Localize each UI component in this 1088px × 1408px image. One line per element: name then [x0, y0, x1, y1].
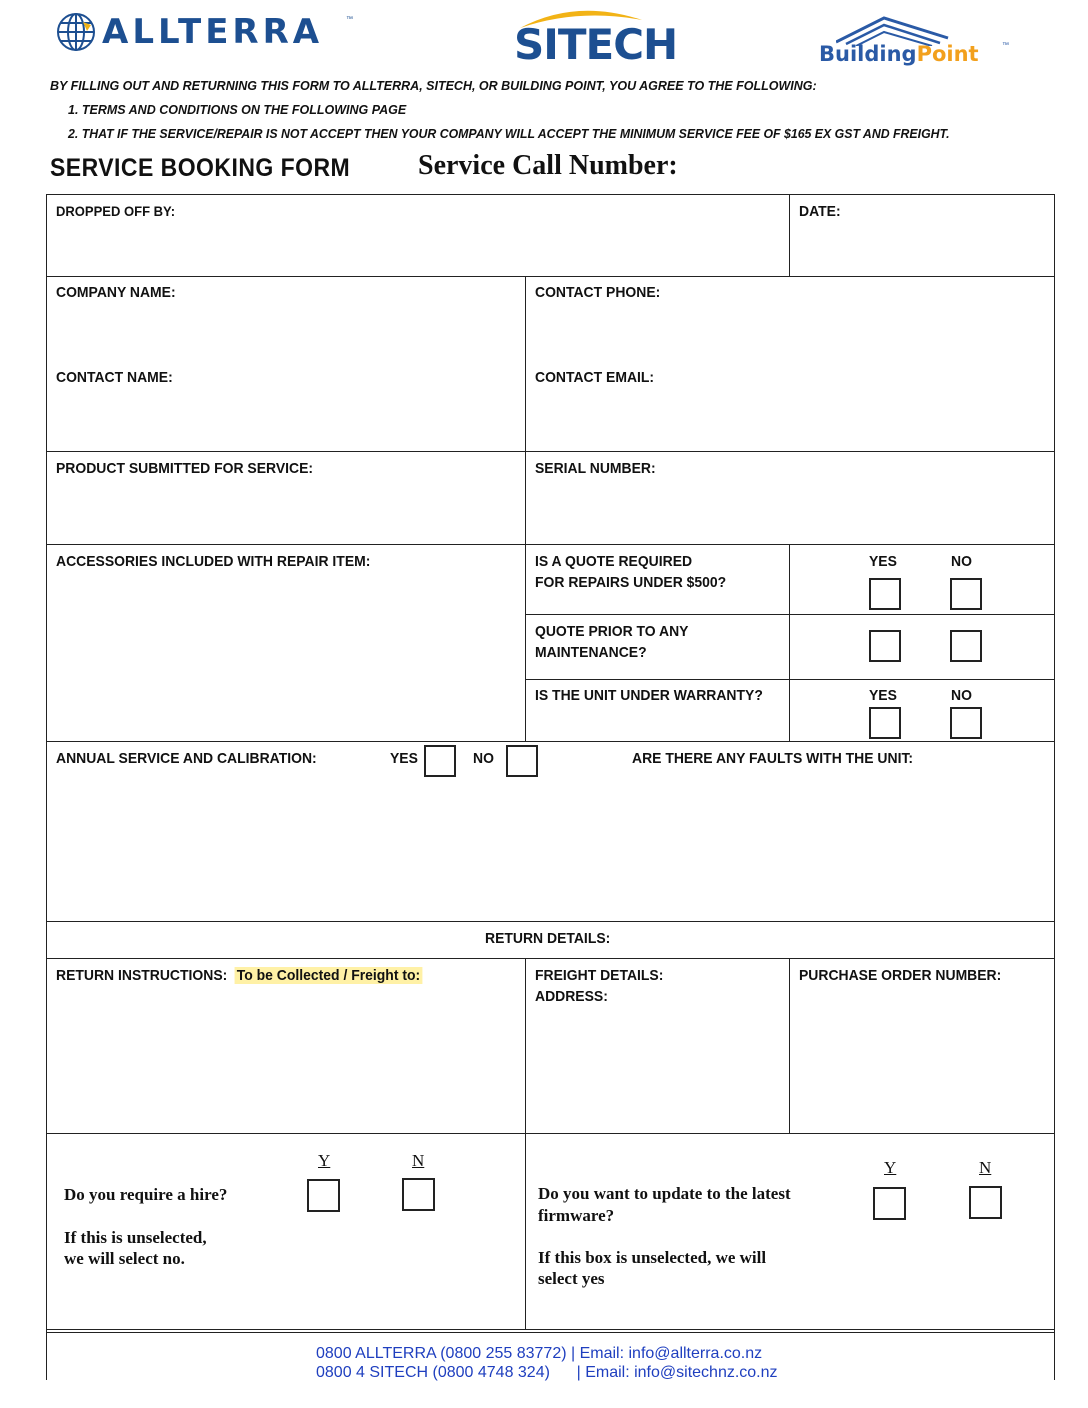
- freight-details-label: FREIGHT DETAILS:: [535, 967, 664, 984]
- address-label: ADDRESS:: [535, 988, 608, 1005]
- service-call-number-label: Service Call Number:: [418, 150, 678, 181]
- return-instructions-row: [56, 965, 422, 986]
- buildingpoint-tm: ™: [1002, 42, 1009, 49]
- contact-email-label: CONTACT EMAIL:: [535, 369, 655, 386]
- firmware-n-label: N: [979, 1158, 992, 1177]
- agreement-item-2: 2. THAT IF THE SERVICE/REPAIR IS NOT ACCEPT THEN YOUR COMPANY WILL ACCEPT THE MINIMUM SERVICE FEE OF $165 EX GST AND FREIGHT.: [68, 127, 950, 141]
- annual-service-no-label: NO: [473, 750, 494, 767]
- firmware-no-checkbox[interactable]: [969, 1186, 1002, 1219]
- agreement-intro: BY FILLING OUT AND RETURNING THIS FORM TO ALLTERRA, SITECH, OR BUILDING POINT, YOU AGREE TO THE FOLLOWING:: [50, 79, 817, 93]
- quote-prior-label-2: MAINTENANCE?: [535, 644, 647, 661]
- firmware-question-2: firmware?: [538, 1206, 615, 1225]
- warranty-yes-checkbox[interactable]: [869, 707, 901, 739]
- quote-required-no-checkbox[interactable]: [950, 578, 982, 610]
- roof-icon: [836, 12, 956, 46]
- firmware-note-2: select yes: [538, 1269, 605, 1288]
- return-instructions-label: RETURN INSTRUCTIONS:: [56, 967, 228, 984]
- allterra-logo: [56, 10, 356, 58]
- quote-required-label-2: FOR REPAIRS UNDER $500?: [535, 574, 727, 591]
- allterra-wordmark: ALLTERRA: [102, 12, 324, 52]
- quote-required-no-label: NO: [951, 553, 972, 570]
- faults-label: ARE THERE ANY FAULTS WITH THE UNIT:: [632, 750, 914, 767]
- footer-allterra-contact: 0800 ALLTERRA (0800 255 83772) | Email: info@allterra.co.nz: [316, 1345, 763, 1362]
- warranty-yes-label: YES: [869, 687, 897, 704]
- buildingpoint-logo: [816, 12, 1016, 72]
- serial-number-label: SERIAL NUMBER:: [535, 460, 656, 477]
- quote-required-label-1: IS A QUOTE REQUIRED: [535, 553, 693, 570]
- hire-note-2: we will select no.: [64, 1249, 185, 1268]
- firmware-yes-checkbox[interactable]: [873, 1187, 906, 1220]
- company-name-label: COMPANY NAME:: [56, 284, 176, 301]
- allterra-tm: ™: [346, 16, 353, 23]
- return-details-heading: RETURN DETAILS:: [485, 930, 611, 947]
- quote-prior-yes-checkbox[interactable]: [869, 630, 901, 662]
- annual-service-yes-checkbox[interactable]: [424, 745, 456, 777]
- annual-service-yes-label: YES: [390, 750, 418, 767]
- quote-required-yes-checkbox[interactable]: [869, 578, 901, 610]
- quote-required-yes-label: YES: [869, 553, 897, 570]
- hire-y-label: Y: [318, 1151, 331, 1170]
- hire-note-1: If this is unselected,: [64, 1228, 207, 1247]
- firmware-question-1: Do you want to update to the latest: [538, 1184, 791, 1203]
- firmware-note-1: If this box is unselected, we will: [538, 1248, 767, 1267]
- quote-prior-no-checkbox[interactable]: [950, 630, 982, 662]
- sitech-logo: [512, 6, 682, 70]
- firmware-y-label: Y: [884, 1158, 897, 1177]
- contact-phone-label: CONTACT PHONE:: [535, 284, 661, 301]
- warranty-label: IS THE UNIT UNDER WARRANTY?: [535, 687, 763, 704]
- hire-n-label: N: [412, 1151, 425, 1170]
- hire-yes-checkbox[interactable]: [307, 1179, 340, 1212]
- footer-sitech-contact: 0800 4 SITECH (0800 4748 324) | Email: info@sitechnz.co.nz: [316, 1364, 778, 1381]
- globe-icon: [56, 12, 96, 52]
- product-label: PRODUCT SUBMITTED FOR SERVICE:: [56, 460, 314, 477]
- accessories-label: ACCESSORIES INCLUDED WITH REPAIR ITEM:: [56, 553, 371, 570]
- dropped-off-by-label: DROPPED OFF BY:: [56, 203, 176, 219]
- return-instructions-highlight: To be Collected / Freight to:: [236, 967, 421, 984]
- purchase-order-label: PURCHASE ORDER NUMBER:: [799, 967, 1002, 984]
- quote-prior-label-1: QUOTE PRIOR TO ANY: [535, 623, 689, 640]
- warranty-no-checkbox[interactable]: [950, 707, 982, 739]
- hire-question: Do you require a hire?: [64, 1185, 228, 1204]
- buildingpoint-wordmark: BuildingPoint: [819, 42, 979, 66]
- warranty-no-label: NO: [951, 687, 972, 704]
- agreement-item-1: 1. TERMS AND CONDITIONS ON THE FOLLOWING PAGE: [68, 103, 407, 117]
- contact-name-label: CONTACT NAME:: [56, 369, 173, 386]
- form-title: SERVICE BOOKING FORM: [50, 154, 351, 182]
- hire-no-checkbox[interactable]: [402, 1178, 435, 1211]
- sitech-wordmark: SITECH: [514, 20, 678, 69]
- annual-service-no-checkbox[interactable]: [506, 745, 538, 777]
- date-label: DATE:: [799, 203, 841, 220]
- annual-service-label: ANNUAL SERVICE AND CALIBRATION:: [56, 750, 317, 767]
